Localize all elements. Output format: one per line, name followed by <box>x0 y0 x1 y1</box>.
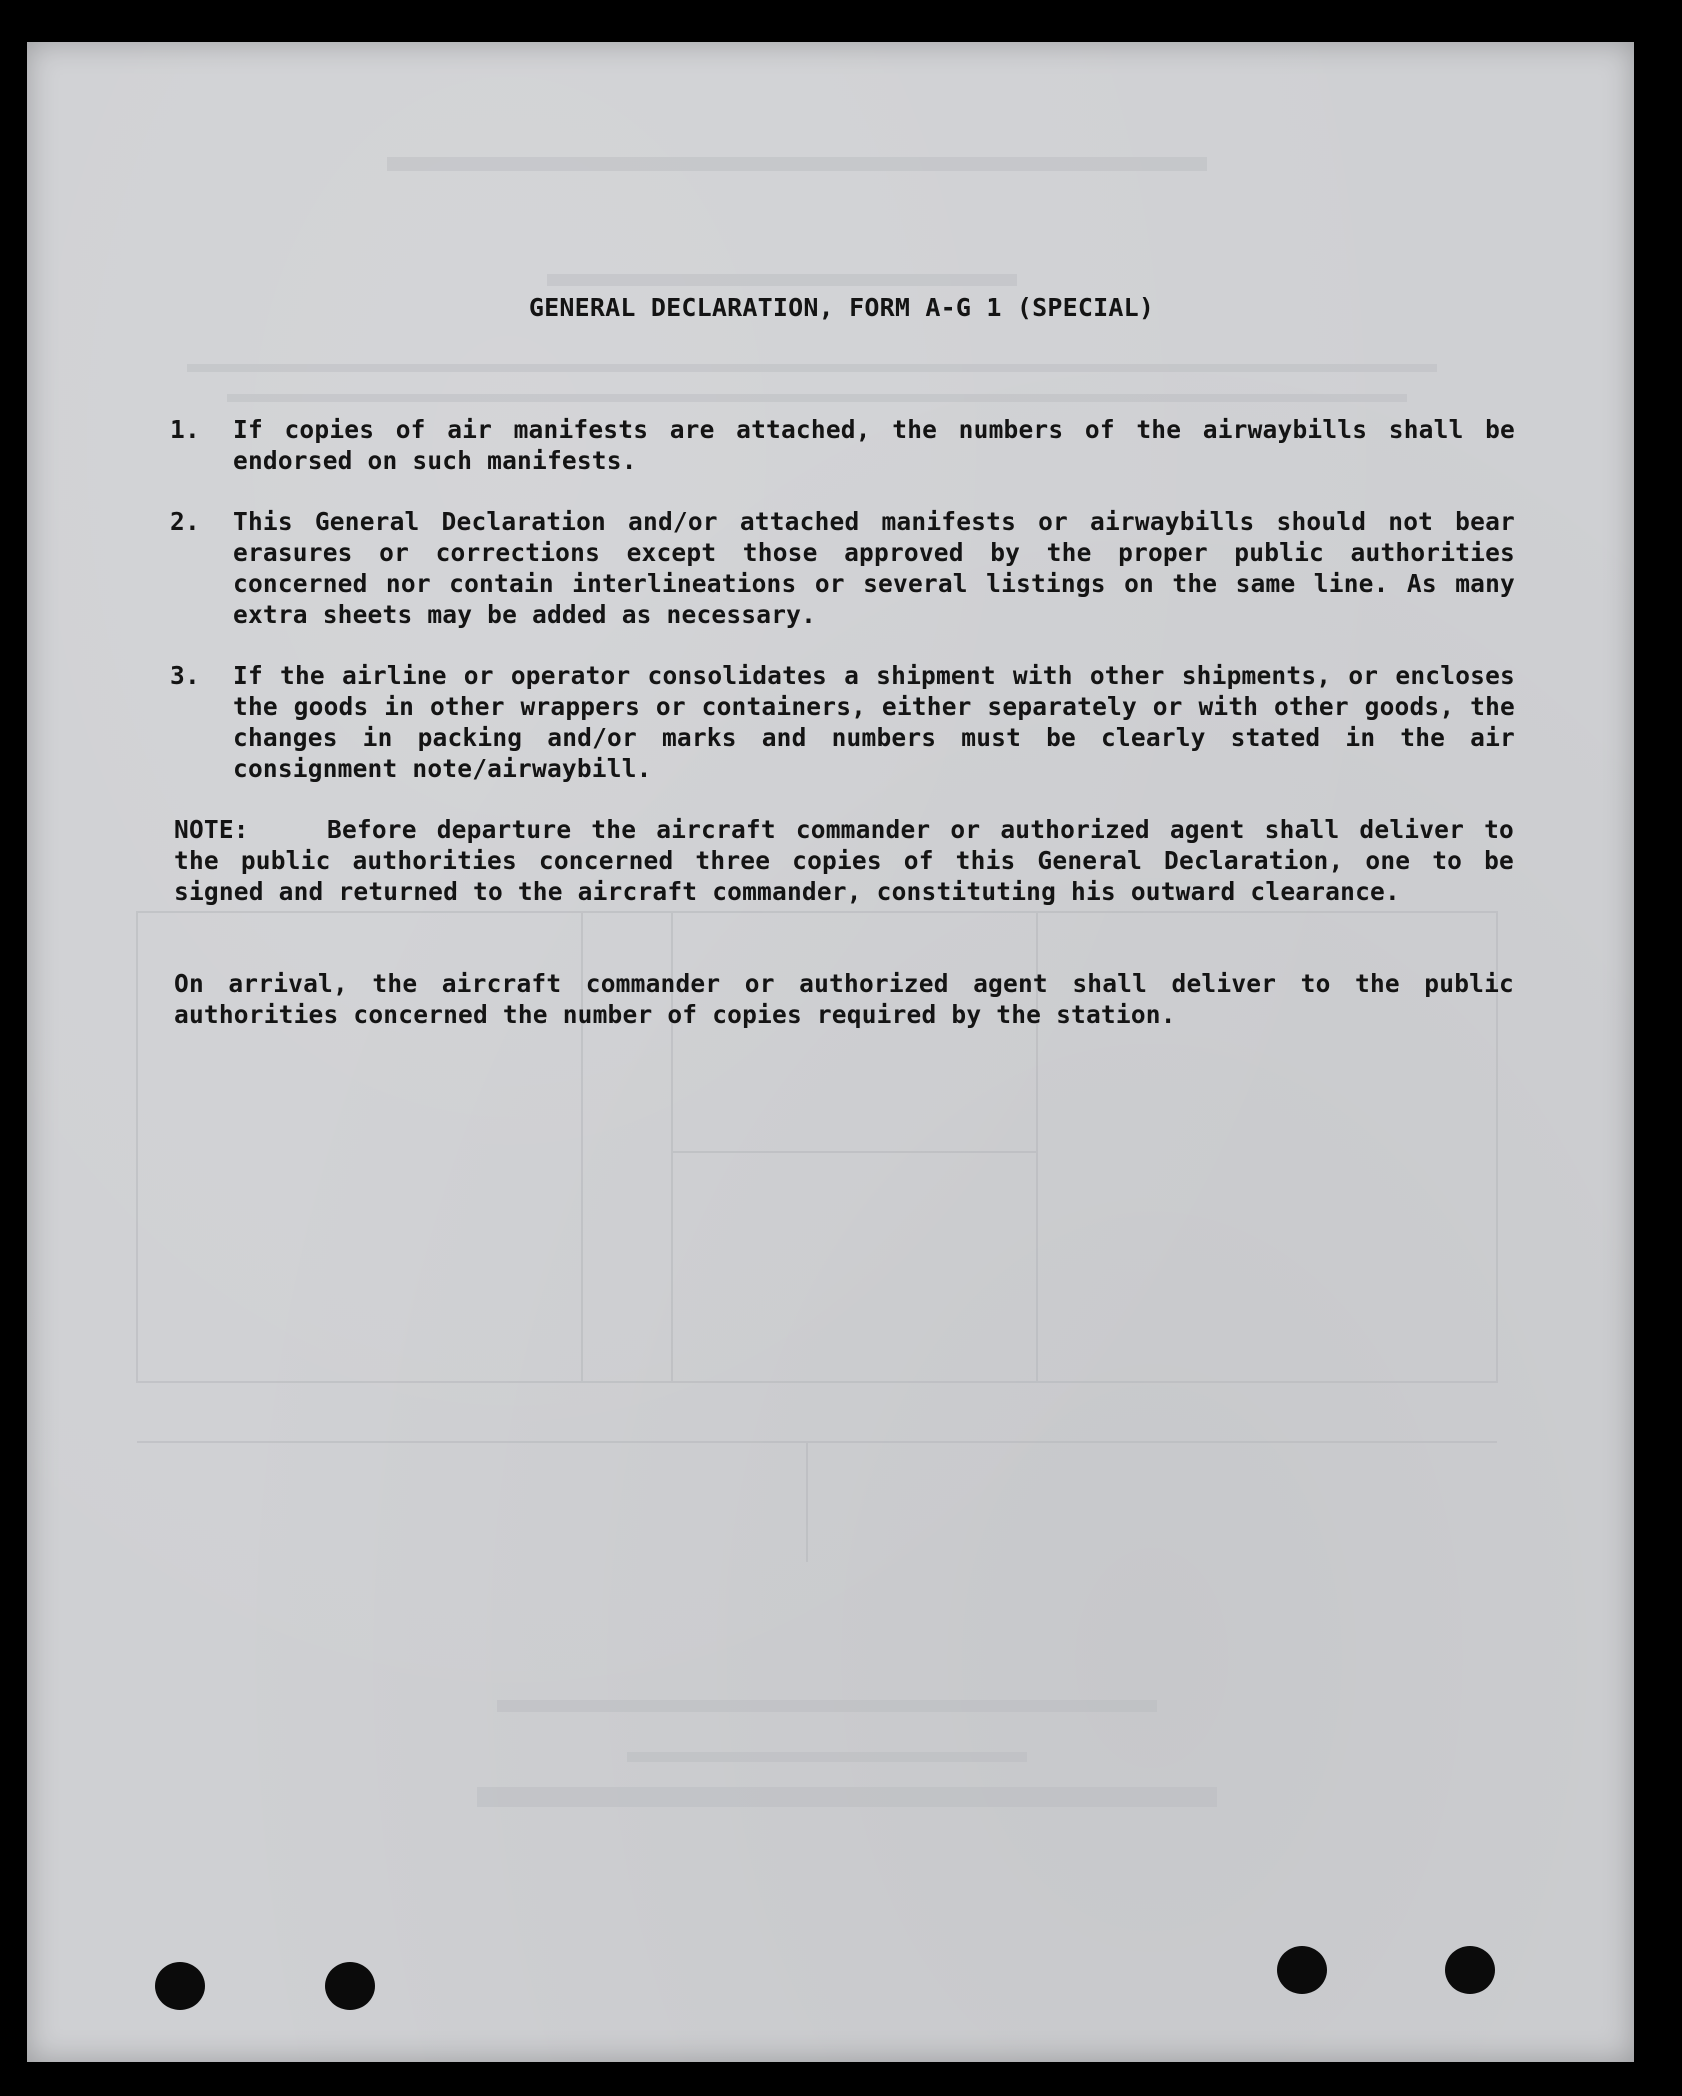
document-page <box>27 42 1634 2062</box>
arrival-note: On arrival, the aircraft commander or authorized agent shall deliver to the public authorities concerned the number of copies required by the station. <box>174 969 1514 1029</box>
instruction-text: If the airline or operator consolidates a shipment with other shipments, or encloses the goods in other wrappers or containers, either separately or with other goods, the changes in packing and/or marks and numbers must be clearly stated in the air consignment note/airwaybill. <box>233 661 1515 783</box>
instruction-number: 3. <box>170 661 200 690</box>
punch-hole <box>325 1962 375 2010</box>
instruction-text: If copies of air manifests are attached, the numbers of the airwaybills shall be endorsed on such manifests. <box>233 415 1515 475</box>
punch-hole <box>155 1962 205 2010</box>
departure-note <box>174 814 1514 907</box>
instruction-text: This General Declaration and/or attached manifests or airwaybills should not bear erasures or corrections except those approved by the proper public authorities concerned nor contain interlineations or several listings on the same line. As many extra sheets may be added as necessary. <box>233 507 1515 629</box>
reverse-side-bleed-through <box>27 42 1634 2062</box>
note-text: Before departure the aircraft commander or authorized agent shall deliver to the public authorities concerned three copies of this General Declaration, one to be signed and returned to the aircraft commander, constituting his outward clearance. <box>174 815 1514 906</box>
punch-hole <box>1277 1946 1327 1994</box>
document-title: GENERAL DECLARATION, FORM A-G 1 (SPECIAL) <box>528 293 1155 322</box>
instruction-item-3 <box>170 660 1515 784</box>
instruction-item-2 <box>170 506 1515 630</box>
instruction-number: 1. <box>170 415 200 444</box>
instruction-item-1 <box>170 414 1515 476</box>
punch-hole <box>1445 1946 1495 1994</box>
note-label: NOTE: <box>174 815 249 844</box>
instruction-number: 2. <box>170 507 200 536</box>
